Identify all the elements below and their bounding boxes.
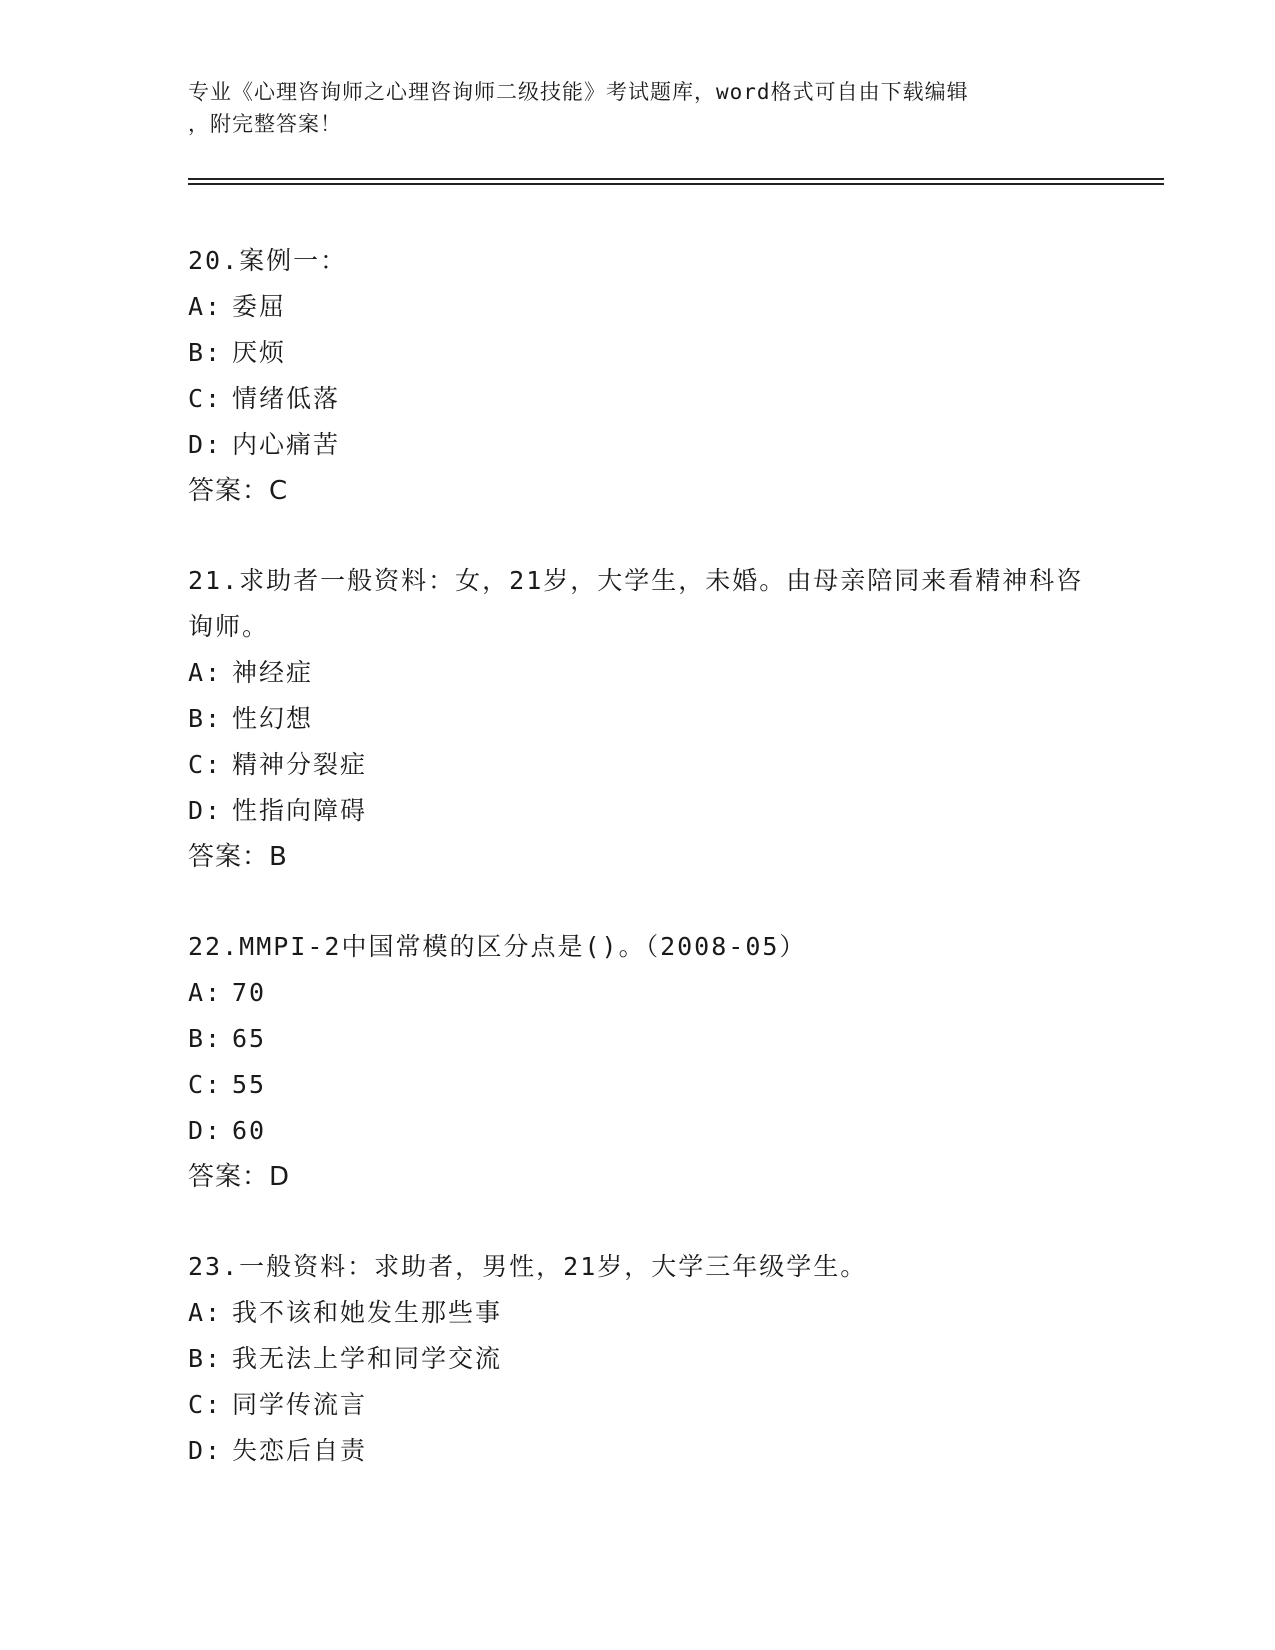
option-c (188, 1382, 1088, 1428)
option-text: 失恋后自责 (232, 1436, 368, 1465)
option-text: 我不该和她发生那些事 (232, 1298, 503, 1327)
option-b (188, 330, 1088, 376)
option-text: 65 (232, 1024, 267, 1053)
header-line-2: ，附完整答案！ (188, 112, 342, 136)
option-text: 情绪低落 (232, 384, 341, 413)
question-stem: 23.一般资料：求助者，男性，21岁，大学三年级学生。 (188, 1252, 868, 1281)
option-text: 委屈 (232, 292, 287, 321)
question-stem: 21.求助者一般资料：女，21岁，大学生，未婚。由母亲陪同来看精神科咨询师。 (188, 566, 1084, 641)
option-letter: D: (188, 1116, 223, 1145)
option-text: 我无法上学和同学交流 (232, 1344, 503, 1373)
option-b (188, 1336, 1088, 1382)
option-a (188, 650, 1088, 696)
option-letter: C: (188, 750, 223, 779)
option-letter: A: (188, 658, 223, 687)
answer-line: 答案：C (188, 476, 289, 506)
option-text: 神经症 (232, 658, 314, 687)
option-letter: B: (188, 1024, 223, 1053)
question-20 (188, 238, 1088, 514)
option-text: 性幻想 (232, 704, 314, 733)
question-stem: 22.MMPI-2中国常模的区分点是()。（2008-05） (188, 932, 807, 961)
option-text: 内心痛苦 (232, 430, 341, 459)
option-a (188, 970, 1088, 1016)
option-d (188, 422, 1088, 468)
header-divider-top (188, 178, 1164, 180)
option-letter: D: (188, 796, 223, 825)
document-header (188, 76, 1088, 140)
option-letter: D: (188, 1436, 223, 1465)
question-22 (188, 924, 1088, 1200)
option-letter: B: (188, 704, 223, 733)
option-text: 60 (232, 1116, 267, 1145)
option-d (188, 1108, 1088, 1154)
header-divider-bottom (188, 183, 1164, 185)
question-list (188, 238, 1088, 1518)
option-c (188, 742, 1088, 788)
question-stem: 20.案例一： (188, 246, 348, 275)
option-b (188, 696, 1088, 742)
option-text: 同学传流言 (232, 1390, 368, 1419)
question-21 (188, 558, 1088, 880)
option-letter: C: (188, 1070, 223, 1099)
option-text: 厌烦 (232, 338, 287, 367)
option-b (188, 1016, 1088, 1062)
option-letter: C: (188, 384, 223, 413)
option-a (188, 1290, 1088, 1336)
option-letter: A: (188, 292, 223, 321)
option-d (188, 1428, 1088, 1474)
option-d (188, 788, 1088, 834)
option-text: 精神分裂症 (232, 750, 368, 779)
option-letter: A: (188, 978, 223, 1007)
option-text: 性指向障碍 (232, 796, 368, 825)
answer-line: 答案：B (188, 842, 288, 872)
answer-line: 答案：D (188, 1162, 291, 1192)
option-letter: B: (188, 338, 223, 367)
option-letter: A: (188, 1298, 223, 1327)
option-c (188, 1062, 1088, 1108)
option-a (188, 284, 1088, 330)
option-letter: B: (188, 1344, 223, 1373)
option-text: 55 (232, 1070, 267, 1099)
option-letter: C: (188, 1390, 223, 1419)
option-letter: D: (188, 430, 223, 459)
option-c (188, 376, 1088, 422)
question-23 (188, 1244, 1088, 1474)
option-text: 70 (232, 978, 267, 1007)
header-line-1: 专业《心理咨询师之心理咨询师二级技能》考试题库，word格式可自由下载编辑 (188, 80, 969, 104)
